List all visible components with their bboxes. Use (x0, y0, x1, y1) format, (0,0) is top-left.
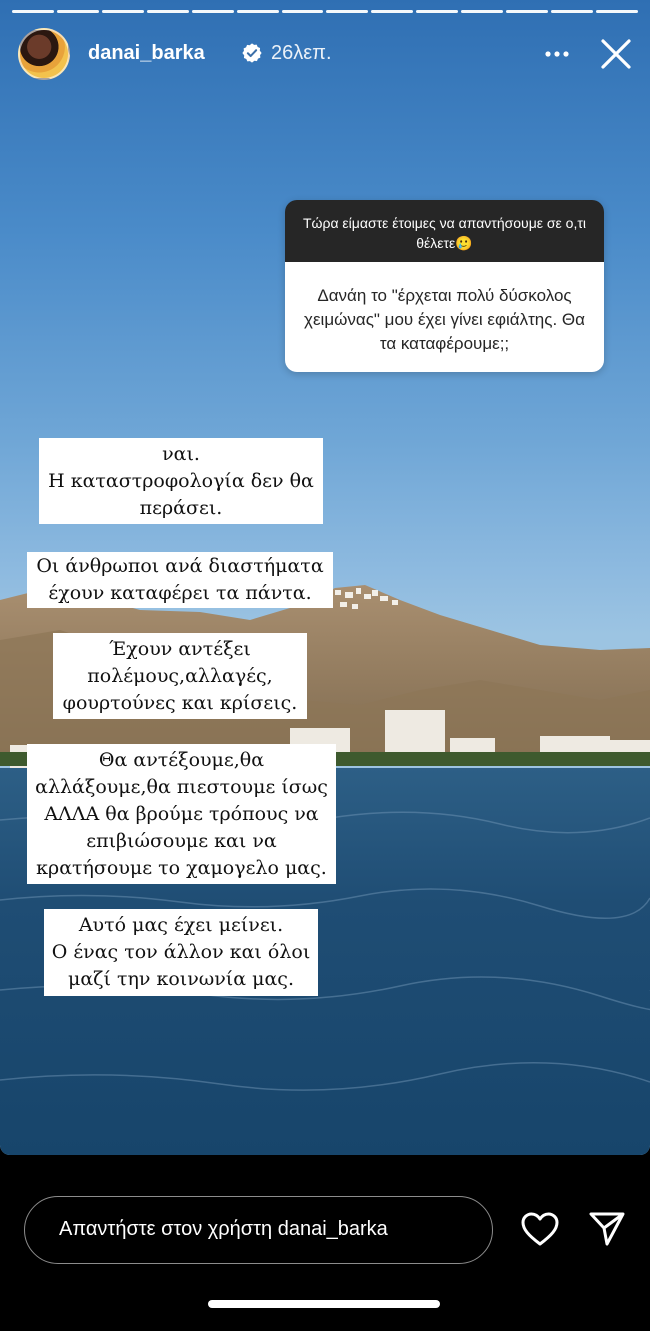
text-block: ναι. Η καταστροφολογία δεν θα περάσει. (39, 438, 323, 524)
home-indicator[interactable] (208, 1300, 440, 1308)
progress-segment (12, 10, 54, 13)
progress-segment (416, 10, 458, 13)
send-icon[interactable] (588, 1210, 626, 1248)
text-block: Οι άνθρωποι ανά διαστήματα έχουν καταφέρει τα πάντα. (27, 552, 333, 608)
progress-segment (147, 10, 189, 13)
progress-segment (461, 10, 503, 13)
progress-segment (192, 10, 234, 13)
post-time: 26λεπ. (271, 42, 332, 64)
progress-segment (102, 10, 144, 13)
progress-segment (237, 10, 279, 13)
progress-segment (551, 10, 593, 13)
question-answer: Δανάη το "έρχεται πολύ δύσκολος χειμώνας" μου έχει γίνει εφιάλτης. Θα τα καταφέρουμε;; (285, 262, 604, 372)
username[interactable]: danai_barka (88, 42, 205, 64)
progress-segment (282, 10, 324, 13)
progress-segment (596, 10, 638, 13)
story-progress-bar (12, 10, 638, 14)
more-options-icon[interactable] (542, 44, 572, 64)
close-icon[interactable] (598, 36, 634, 72)
progress-segment (57, 10, 99, 13)
reply-input[interactable]: Απαντήστε στον χρήστη danai_barka (24, 1196, 493, 1264)
question-prompt: Τώρα είμαστε έτοιμες να απαντήσουμε σε ο,τι θέλετε🥲 (285, 200, 604, 262)
text-block: Θα αντέξουμε,θα αλλάξουμε,θα πιεστουμε ίσως ΑΛΛΑ θα βρούμε τρόπους να επιβιώσουμε και να κρατήσουμε το χαμογελο μας. (27, 744, 336, 884)
heart-icon[interactable] (520, 1211, 560, 1247)
avatar[interactable] (18, 28, 70, 80)
progress-segment (506, 10, 548, 13)
story-header (18, 26, 634, 82)
text-block: Αυτό μας έχει μείνει. Ο ένας τον άλλον και όλοι μαζί την κοινωνία μας. (44, 909, 318, 996)
question-sticker[interactable] (285, 200, 604, 372)
progress-segment (326, 10, 368, 13)
progress-segment (371, 10, 413, 13)
verified-badge-icon (241, 42, 263, 64)
text-block: Έχουν αντέξει πολέμους,αλλαγές, φουρτούνες και κρίσεις. (53, 633, 307, 719)
